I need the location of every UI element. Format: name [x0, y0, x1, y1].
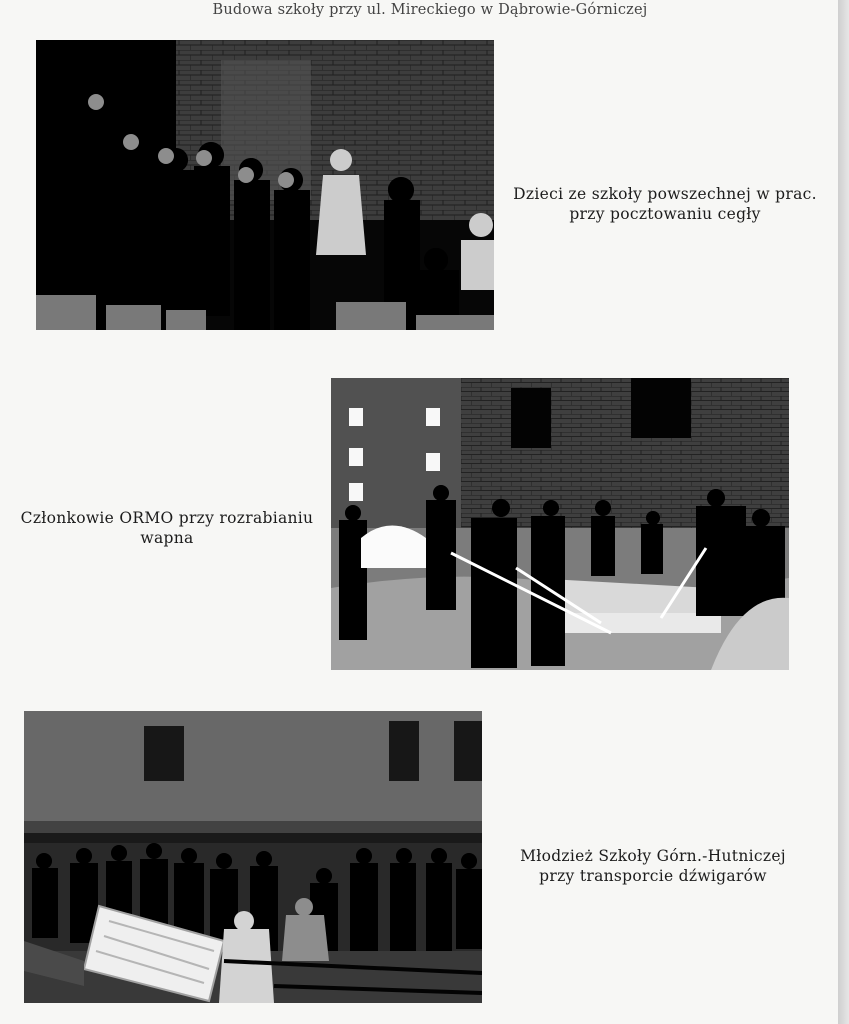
photo-children-bricks: [36, 40, 494, 330]
photo-ormo-lime: [331, 378, 789, 670]
photo-caption-youth: [488, 846, 818, 886]
caption-line: wapna: [140, 529, 194, 547]
photo-caption-children: [500, 184, 830, 224]
page-header: Budowa szkoły przy ul. Mireckiego w Dąbrowie-Górniczej: [212, 2, 648, 18]
caption-line: przy transporcie dźwigarów: [539, 867, 767, 885]
caption-line: Młodzież Szkoły Górn.-Hutniczej: [520, 847, 786, 865]
page-edge-shadow: [838, 0, 849, 1024]
caption-line: Członkowie ORMO przy rozrabianiu: [20, 509, 314, 527]
caption-line: przy pocztowaniu cegły: [569, 205, 761, 223]
photo-caption-ormo: [2, 508, 332, 548]
photo-youth-beams: [24, 711, 482, 1003]
caption-line: Dzieci ze szkoły powszechnej w prac.: [513, 185, 817, 203]
